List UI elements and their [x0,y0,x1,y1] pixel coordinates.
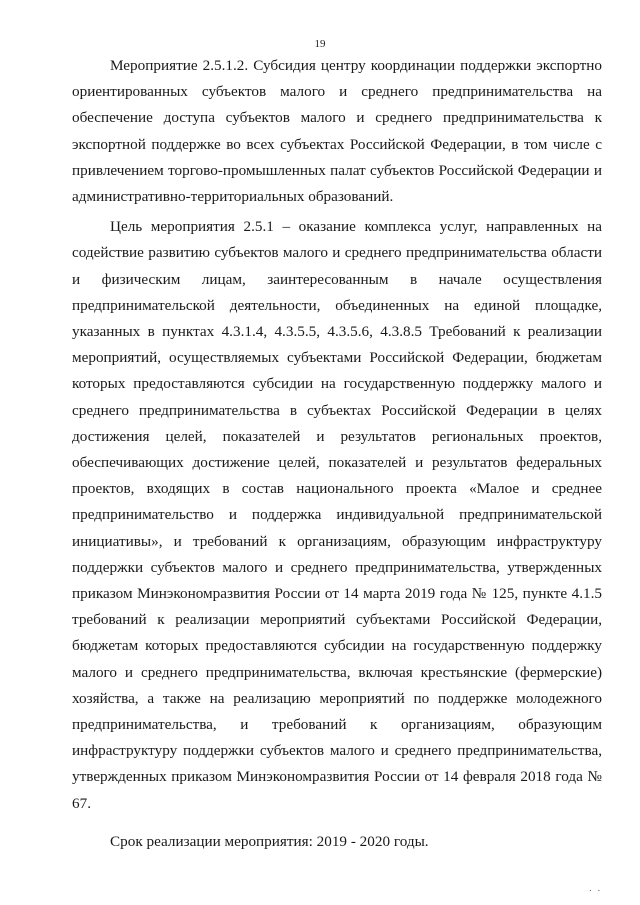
corner-scan-mark: . . [589,883,602,893]
page-number: 19 [314,38,326,50]
paragraph-event-description: Мероприятие 2.5.1.2. Субсидия центру координации поддержки экспортно ориентированных субъектов малого и среднего предпринимательства на обеспечение доступа субъектов малого и среднего предпринимательства к экспортной поддержке во всех субъектах Российской Федерации, в том числе с привлечением торгово-промышленных палат субъектов Российской Федерации и административно-территориальных образований. [72,57,602,206]
body-text [72,53,602,855]
paragraph-event-goal: Цель мероприятия 2.5.1 – оказание комплекса услуг, направленных на содействие развитию субъектов малого и среднего предпринимательства области и физическим лицам, заинтересованным в начале осуществления предпринимательской деятельности, объединенных на единой площадке, указанных в пунктах 4.3.1.4, 4.3.5.5, 4.3.5.6, 4.3.8.5 Требований к реализации мероприятий, осуществляемых субъектами Российской Федерации, бюджетам которых предоставляются субсидии на государственную поддержку малого и среднего предпринимательства в субъектах Российской Федерации в целях достижения целей, показателей и результатов региональных проектов, обеспечивающих достижение целей, показателей и результатов федеральных проектов, входящих в состав национального проекта «Малое и среднее предпринимательство и поддержка индивидуальной предпринимательской инициативы», и требований к организациям, образующим инфраструктуру поддержки субъектов малого и среднего предпринимательства, утвержденных приказом Минэкономразвития России от 14 марта 2019 года № 125, пункте 4.1.5 требований к реализации мероприятий субъектами Российской Федерации, бюджетам которых предоставляются субсидии на государственную поддержку малого и среднего предпринимательства, включая крестьянские (фермерские) хозяйства, а также на реализацию мероприятий по поддержке молодежного предпринимательства, и требований к организациям, образующим инфраструктуру поддержки субъектов малого и среднего предпринимательства, утвержденных приказом Минэкономразвития России от 14 февраля 2018 года № 67. [72,218,602,812]
paragraph-event-term: Срок реализации мероприятия: 2019 - 2020 годы. [110,832,429,850]
